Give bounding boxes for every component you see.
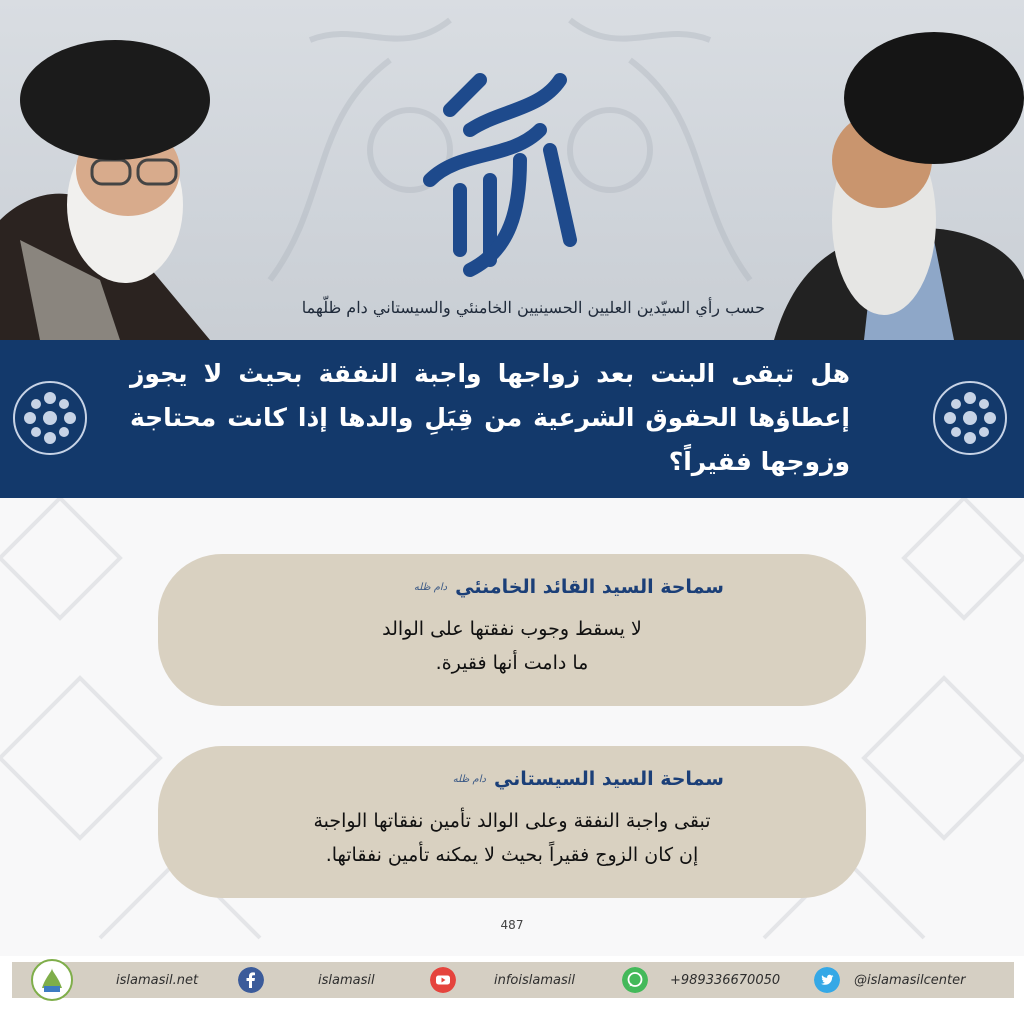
twitter-icon[interactable] xyxy=(814,967,840,993)
question-band xyxy=(0,340,1024,498)
twitter-handle[interactable]: @islamasilcenter xyxy=(854,972,966,988)
header-subtitle: حسب رأي السيّدين العليين الحسينيين الخامنئي والسيستاني دام ظلّهما xyxy=(301,298,765,317)
answer-line: تبقى واجبة النفقة وعلى الوالد تأمين نفقاتها الواجبة xyxy=(313,810,711,832)
answer-body xyxy=(198,612,826,680)
facebook-icon[interactable] xyxy=(238,967,264,993)
page-number: 487 xyxy=(500,918,524,932)
rosette-ornament-right xyxy=(932,380,1008,456)
answer-body xyxy=(198,804,826,872)
logo-icon[interactable] xyxy=(30,958,74,1002)
answer-line: إن كان الزوج فقيراً بحيث لا يمكنه تأمين نفقاتها. xyxy=(325,844,699,866)
zolal-ahkam-logo xyxy=(390,40,610,280)
answer-header xyxy=(453,768,724,790)
answer-title: سماحة السيد القائد الخامنئي xyxy=(455,576,724,598)
honorific: دام ظله xyxy=(452,773,486,785)
portrait-left xyxy=(0,20,230,340)
portrait-right xyxy=(764,20,1024,340)
youtube-icon[interactable] xyxy=(430,967,456,993)
answer-card-khamenei xyxy=(158,554,866,706)
logo-text: زلال احکام xyxy=(497,275,503,276)
header-banner xyxy=(0,0,1024,340)
website-link[interactable]: islamasil.net xyxy=(116,972,199,988)
whatsapp-icon[interactable] xyxy=(622,967,648,993)
answer-line: ما دامت أنها فقيرة. xyxy=(435,652,589,674)
answer-line: لا يسقط وجوب نفقتها على الوالد xyxy=(382,618,642,640)
answer-title: سماحة السيد السيستاني xyxy=(493,768,724,790)
rosette-ornament-left xyxy=(12,380,88,456)
whatsapp-number[interactable]: +989336670050 xyxy=(670,972,781,988)
answer-header xyxy=(414,576,724,598)
answers-section xyxy=(0,498,1024,956)
facebook-handle[interactable]: islamasil xyxy=(318,972,375,988)
answer-card-sistani xyxy=(158,746,866,898)
youtube-handle[interactable]: infoislamasil xyxy=(494,972,575,988)
footer xyxy=(0,956,1024,1024)
honorific: دام ظله xyxy=(413,581,448,593)
question-text: هل تبقى البنت بعد زواجها واجبة النفقة بحيث لا يجوز إعطاؤها الحقوق الشرعية من قِبَلِ والدها إذا كانت محتاجة وزوجها فقيراً؟ xyxy=(130,359,850,476)
